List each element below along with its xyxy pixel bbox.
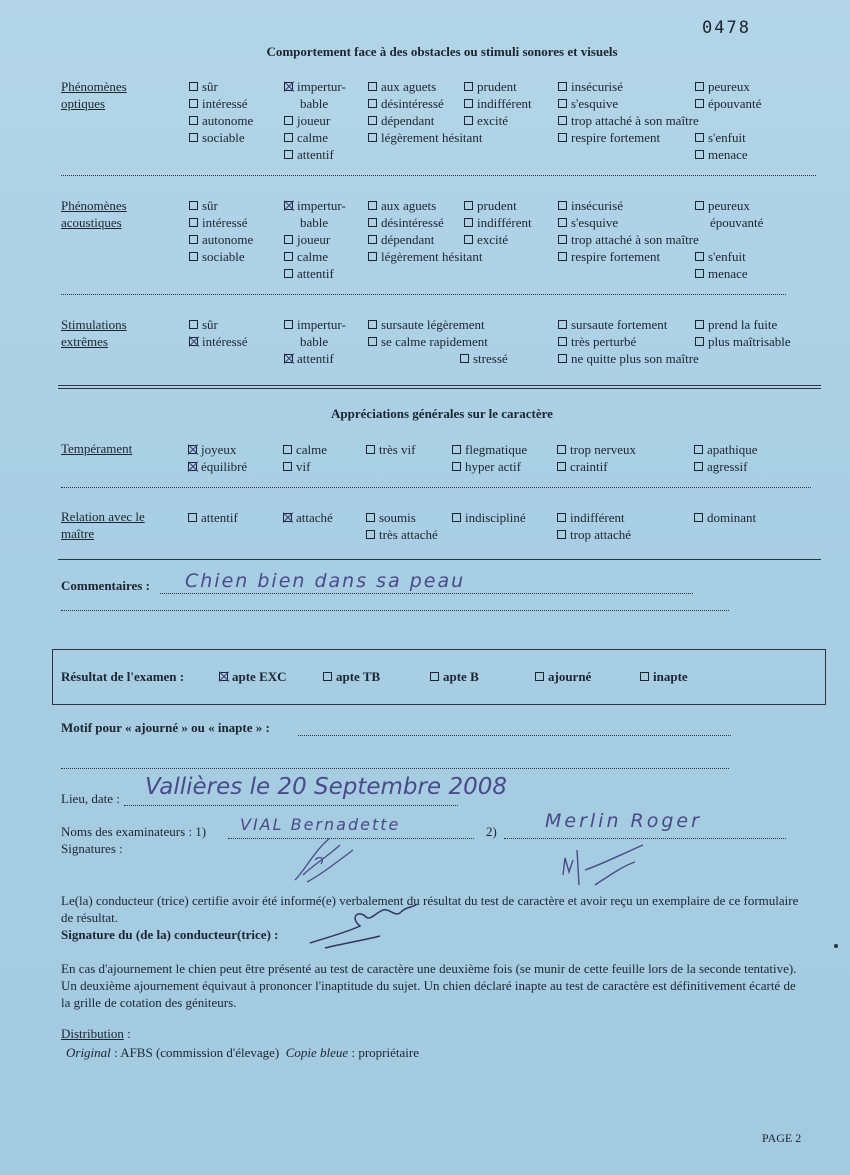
opt-indifferent-checkbox[interactable] <box>464 99 473 108</box>
opt-legerement-hesitant[interactable]: légèrement hésitant <box>368 129 482 146</box>
aco-peureux-checkbox[interactable] <box>695 201 704 210</box>
ext-sur[interactable]: sûr <box>189 316 218 333</box>
opt-desinteresse-checkbox[interactable] <box>368 99 377 108</box>
ext-sursaute-fortement[interactable]: sursaute fortement <box>558 316 667 333</box>
ext-interesse-checkbox-checked[interactable] <box>189 337 198 346</box>
ext-se-calme-checkbox[interactable] <box>368 337 377 346</box>
ext-ne-quitte-plus[interactable]: ne quitte plus son maître <box>558 350 699 367</box>
aco-autonome[interactable]: autonome <box>189 231 253 248</box>
opt-desinteresse[interactable]: désintéressé <box>368 95 444 112</box>
opt-interesse-checkbox[interactable] <box>189 99 198 108</box>
aco-interesse[interactable]: intéressé <box>189 214 247 231</box>
ext-plus-maitrisable-checkbox[interactable] <box>695 337 704 346</box>
lieu-line <box>124 805 458 806</box>
tmp-vif[interactable]: vif <box>283 458 310 475</box>
rel-attentif-checkbox[interactable] <box>188 513 197 522</box>
tmp-craintif-checkbox[interactable] <box>557 462 566 471</box>
tmp-trop-nerveux-checkbox[interactable] <box>557 445 566 454</box>
aco-calme[interactable]: calme <box>284 248 328 265</box>
rel-attentif[interactable]: attentif <box>188 509 238 526</box>
section-divider <box>58 385 821 389</box>
page-number: PAGE 2 <box>762 1131 802 1145</box>
aco-desinteresse[interactable]: désintéressé <box>368 214 444 231</box>
apte-exc-checkbox-checked[interactable] <box>219 672 228 681</box>
lieu-handwritten[interactable]: Vallières le 20 Septembre 2008 <box>145 774 507 800</box>
aco-senfuit[interactable]: s'enfuit <box>695 248 746 265</box>
opt-imperturbable[interactable]: impertur- <box>284 78 346 95</box>
aco-calme-checkbox[interactable] <box>284 252 293 261</box>
ext-se-calme[interactable]: se calme rapidement <box>368 333 488 350</box>
opt-senfuit-checkbox[interactable] <box>695 133 704 142</box>
aco-prudent-checkbox[interactable] <box>464 201 473 210</box>
opt-peureux-checkbox[interactable] <box>695 82 704 91</box>
aco-excite-checkbox[interactable] <box>464 235 473 244</box>
commentaires-line-2 <box>61 610 729 611</box>
tmp-equilibre-checkbox-checked[interactable] <box>188 462 197 471</box>
opt-menace[interactable]: menace <box>695 146 748 163</box>
rel-indiscipline-checkbox[interactable] <box>452 513 461 522</box>
aco-excite[interactable]: excité <box>464 231 508 248</box>
resultat-inapte[interactable]: inapte <box>640 669 688 685</box>
opt-menace-checkbox[interactable] <box>695 150 704 159</box>
tmp-equilibre[interactable]: équilibré <box>188 458 247 475</box>
aco-trop-attache-checkbox[interactable] <box>558 235 567 244</box>
ext-sursaute-legerement[interactable]: sursaute légèrement <box>368 316 485 333</box>
apte-tb-checkbox[interactable] <box>323 672 332 681</box>
opt-calme-checkbox[interactable] <box>284 133 293 142</box>
aco-imperturbable[interactable]: impertur- <box>284 197 346 214</box>
opt-imperturbable-cont: bable <box>300 96 329 111</box>
opt-peureux[interactable]: peureux <box>695 78 750 95</box>
ajournement-text: En cas d'ajournement le chien peut être présenté au test de caractère une deuxième fois (se munir de cette feuille lors de la seconde tentative). Un deuxième ajournement équivaut à prononcer l'inaptitude du sujet. Un chien déclaré inapte au test de caractère est définitivement écarté de la grille de cotation des géniteurs. <box>61 961 797 1010</box>
opt-attentif[interactable]: attentif <box>284 146 334 163</box>
opt-dependant[interactable]: dépendant <box>368 112 434 129</box>
opt-joueur[interactable]: joueur <box>284 112 330 129</box>
acoustiques-label-2: acoustiques <box>61 215 122 230</box>
ext-attentif-checkbox-checked[interactable] <box>284 354 293 363</box>
opt-sesquive-checkbox[interactable] <box>558 99 567 108</box>
aco-dependant[interactable]: dépendant <box>368 231 434 248</box>
opt-sesquive[interactable]: s'esquive <box>558 95 618 112</box>
tmp-vif-checkbox[interactable] <box>283 462 292 471</box>
ext-imperturbable-cont: bable <box>300 334 329 349</box>
aco-imperturbable-cont: bable <box>300 215 329 230</box>
rel-indifferent[interactable]: indifférent <box>557 509 625 526</box>
tmp-hyper-actif-checkbox[interactable] <box>452 462 461 471</box>
aco-sesquive-checkbox[interactable] <box>558 218 567 227</box>
opt-indifferent[interactable]: indifférent <box>464 95 532 112</box>
tmp-joyeux-checkbox-checked[interactable] <box>188 445 197 454</box>
rel-tres-attache[interactable]: très attaché <box>366 526 438 543</box>
tmp-calme-checkbox[interactable] <box>283 445 292 454</box>
opt-dependant-checkbox[interactable] <box>368 116 377 125</box>
aco-indifferent[interactable]: indifférent <box>464 214 532 231</box>
opt-excite[interactable]: excité <box>464 112 508 129</box>
tmp-joyeux[interactable]: joyeux <box>188 441 236 458</box>
aco-respire-fortement-checkbox[interactable] <box>558 252 567 261</box>
tmp-calme[interactable]: calme <box>283 441 327 458</box>
motif-line-2[interactable] <box>61 768 729 769</box>
opt-respire-fortement[interactable]: respire fortement <box>558 129 660 146</box>
ext-interesse[interactable]: intéressé <box>189 333 247 350</box>
examinateurs-label: Noms des examinateurs : 1) <box>61 824 207 839</box>
examinateur2-signature <box>555 840 655 900</box>
commentaires-handwritten[interactable]: Chien bien dans sa peau <box>185 570 466 592</box>
extremes-label-2: extrêmes <box>61 334 108 349</box>
inapte-checkbox[interactable] <box>640 672 649 681</box>
ext-attentif[interactable]: attentif <box>284 350 334 367</box>
rel-attache[interactable]: attaché <box>283 509 333 526</box>
aco-sesquive[interactable]: s'esquive <box>558 214 618 231</box>
resultat-apte-tb[interactable]: apte TB <box>323 669 380 685</box>
rel-dominant-checkbox[interactable] <box>694 513 703 522</box>
ext-sursaute-legerement-checkbox[interactable] <box>368 320 377 329</box>
separator-dots <box>61 487 811 488</box>
opt-senfuit[interactable]: s'enfuit <box>695 129 746 146</box>
opt-sociable[interactable]: sociable <box>189 129 245 146</box>
aco-insecurise-checkbox[interactable] <box>558 201 567 210</box>
resultat-ajourne[interactable]: ajourné <box>535 669 591 685</box>
opt-calme[interactable]: calme <box>284 129 328 146</box>
aco-aux-aguets-checkbox[interactable] <box>368 201 377 210</box>
acoustiques-label-1: Phénomènes <box>61 198 127 213</box>
rel-indiscipline[interactable]: indiscipliné <box>452 509 526 526</box>
aco-sur[interactable]: sûr <box>189 197 218 214</box>
opt-epouvante-checkbox[interactable] <box>695 99 704 108</box>
aco-senfuit-checkbox[interactable] <box>695 252 704 261</box>
opt-autonome[interactable]: autonome <box>189 112 253 129</box>
signatures-label: Signatures : <box>61 841 123 856</box>
rel-soumis[interactable]: soumis <box>366 509 416 526</box>
ext-prend-la-fuite-checkbox[interactable] <box>695 320 704 329</box>
opt-insecurise[interactable]: insécurisé <box>558 78 623 95</box>
tmp-flegmatique-checkbox[interactable] <box>452 445 461 454</box>
relation-label-2: maître <box>61 526 95 541</box>
opt-prudent[interactable]: prudent <box>464 78 517 95</box>
opt-autonome-checkbox[interactable] <box>189 116 198 125</box>
conducteur-text: Le(la) conducteur (trice) certifie avoir été informé(e) verbalement du résultat du test de caractère et avoir reçu un exemplaire de ce formulaire de résultat. <box>61 893 799 925</box>
examinateur1-name[interactable]: VIAL Bernadette <box>240 815 401 834</box>
opt-aux-aguets[interactable]: aux aguets <box>368 78 436 95</box>
commentaires-label: Commentaires : <box>61 578 150 593</box>
aco-attentif[interactable]: attentif <box>284 265 334 282</box>
rel-attache-checkbox-checked[interactable] <box>283 513 292 522</box>
opt-sociable-checkbox[interactable] <box>189 133 198 142</box>
tmp-agressif[interactable]: agressif <box>694 458 747 475</box>
tmp-flegmatique[interactable]: flegmatique <box>452 441 527 458</box>
section-divider <box>58 559 821 560</box>
separator-dots <box>61 294 786 295</box>
scan-speck <box>834 944 838 948</box>
opt-insecurise-checkbox[interactable] <box>558 82 567 91</box>
tmp-trop-nerveux[interactable]: trop nerveux <box>557 441 636 458</box>
aco-sociable-checkbox[interactable] <box>189 252 198 261</box>
resultat-apte-b[interactable]: apte B <box>430 669 479 685</box>
commentaires-line-1 <box>160 593 693 594</box>
rel-trop-attache[interactable]: trop attaché <box>557 526 631 543</box>
section1-title: Comportement face à des obstacles ou stimuli sonores et visuels <box>266 44 618 59</box>
aco-joueur-checkbox[interactable] <box>284 235 293 244</box>
ext-imperturbable-checkbox[interactable] <box>284 320 293 329</box>
rel-indifferent-checkbox[interactable] <box>557 513 566 522</box>
opt-legerement-hesitant-checkbox[interactable] <box>368 133 377 142</box>
ext-imperturbable[interactable]: impertur- <box>284 316 346 333</box>
opt-prudent-checkbox[interactable] <box>464 82 473 91</box>
conducteur-signature-label: Signature du (de la) conducteur(trice) : <box>61 927 279 942</box>
aco-legerement-hesitant[interactable]: légèrement hésitant <box>368 248 482 265</box>
separator-dots <box>61 175 816 176</box>
opt-joueur-checkbox[interactable] <box>284 116 293 125</box>
opt-epouvante[interactable]: épouvanté <box>695 95 761 112</box>
examinateur2-name[interactable]: Merlin Roger <box>545 810 702 832</box>
aco-desinteresse-checkbox[interactable] <box>368 218 377 227</box>
aco-menace[interactable]: menace <box>695 265 748 282</box>
aco-epouvante: épouvanté <box>710 215 764 230</box>
ext-tres-perturbe-checkbox[interactable] <box>558 337 567 346</box>
opt-aux-aguets-checkbox[interactable] <box>368 82 377 91</box>
opt-trop-attache[interactable]: trop attaché à son maître <box>558 112 699 129</box>
ext-stresse-checkbox[interactable] <box>460 354 469 363</box>
aco-autonome-checkbox[interactable] <box>189 235 198 244</box>
lieu-label: Lieu, date : <box>61 791 120 806</box>
opt-attentif-checkbox[interactable] <box>284 150 293 159</box>
tmp-tres-vif[interactable]: très vif <box>366 441 415 458</box>
examinateur1-signature <box>285 830 365 890</box>
rel-tres-attache-checkbox[interactable] <box>366 530 375 539</box>
document-number: 0478 <box>702 18 751 38</box>
aco-imperturbable-checkbox-checked[interactable] <box>284 201 293 210</box>
resultat-label: Résultat de l'examen : <box>61 669 185 684</box>
aco-dependant-checkbox[interactable] <box>368 235 377 244</box>
ext-tres-perturbe[interactable]: très perturbé <box>558 333 636 350</box>
aco-peureux[interactable]: peureux <box>695 197 750 214</box>
distribution-line: Original : AFBS (commission d'élevage) Copie bleue : propriétaire <box>66 1045 419 1060</box>
aco-interesse-checkbox[interactable] <box>189 218 198 227</box>
opt-sur-checkbox[interactable] <box>189 82 198 91</box>
aco-indifferent-checkbox[interactable] <box>464 218 473 227</box>
section2-title: Appréciations générales sur le caractère <box>331 406 553 421</box>
rel-dominant[interactable]: dominant <box>694 509 756 526</box>
ext-sursaute-fortement-checkbox[interactable] <box>558 320 567 329</box>
aco-joueur[interactable]: joueur <box>284 231 330 248</box>
ajourne-checkbox[interactable] <box>535 672 544 681</box>
tmp-agressif-checkbox[interactable] <box>694 462 703 471</box>
aco-sur-checkbox[interactable] <box>189 201 198 210</box>
distribution-label: Distribution : <box>61 1026 131 1041</box>
examinateur2-line <box>504 838 786 839</box>
ext-plus-maitrisable[interactable]: plus maîtrisable <box>695 333 791 350</box>
apte-b-checkbox[interactable] <box>430 672 439 681</box>
opt-sur[interactable]: sûr <box>189 78 218 95</box>
opt-respire-fortement-checkbox[interactable] <box>558 133 567 142</box>
aco-aux-aguets[interactable]: aux aguets <box>368 197 436 214</box>
tmp-apathique-checkbox[interactable] <box>694 445 703 454</box>
aco-respire-fortement[interactable]: respire fortement <box>558 248 660 265</box>
ext-sur-checkbox[interactable] <box>189 320 198 329</box>
optiques-label-2: optiques <box>61 96 106 111</box>
opt-imperturbable-checkbox-checked[interactable] <box>284 82 293 91</box>
tmp-tres-vif-checkbox[interactable] <box>366 445 375 454</box>
opt-excite-checkbox[interactable] <box>464 116 473 125</box>
ext-stresse[interactable]: stressé <box>460 350 508 367</box>
ext-ne-quitte-plus-checkbox[interactable] <box>558 354 567 363</box>
resultat-apte-exc[interactable]: apte EXC <box>219 669 287 685</box>
tmp-hyper-actif[interactable]: hyper actif <box>452 458 521 475</box>
examinateur2-num: 2) <box>486 824 497 839</box>
aco-sociable[interactable]: sociable <box>189 248 245 265</box>
tmp-apathique[interactable]: apathique <box>694 441 758 458</box>
aco-attentif-checkbox[interactable] <box>284 269 293 278</box>
ext-prend-la-fuite[interactable]: prend la fuite <box>695 316 777 333</box>
rel-soumis-checkbox[interactable] <box>366 513 375 522</box>
motif-line-1[interactable] <box>298 735 731 736</box>
tmp-craintif[interactable]: craintif <box>557 458 608 475</box>
motif-label: Motif pour « ajourné » ou « inapte » : <box>61 720 270 735</box>
extremes-label-1: Stimulations <box>61 317 127 332</box>
aco-legerement-hesitant-checkbox[interactable] <box>368 252 377 261</box>
aco-insecurise[interactable]: insécurisé <box>558 197 623 214</box>
optiques-label-1: Phénomènes <box>61 79 127 94</box>
rel-trop-attache-checkbox[interactable] <box>557 530 566 539</box>
aco-menace-checkbox[interactable] <box>695 269 704 278</box>
opt-interesse[interactable]: intéressé <box>189 95 247 112</box>
aco-trop-attache[interactable]: trop attaché à son maître <box>558 231 699 248</box>
relation-label-1: Relation avec le <box>61 509 145 524</box>
aco-prudent[interactable]: prudent <box>464 197 517 214</box>
temperament-label: Tempérament <box>61 441 133 456</box>
opt-trop-attache-checkbox[interactable] <box>558 116 567 125</box>
conducteur-signature <box>305 898 425 953</box>
